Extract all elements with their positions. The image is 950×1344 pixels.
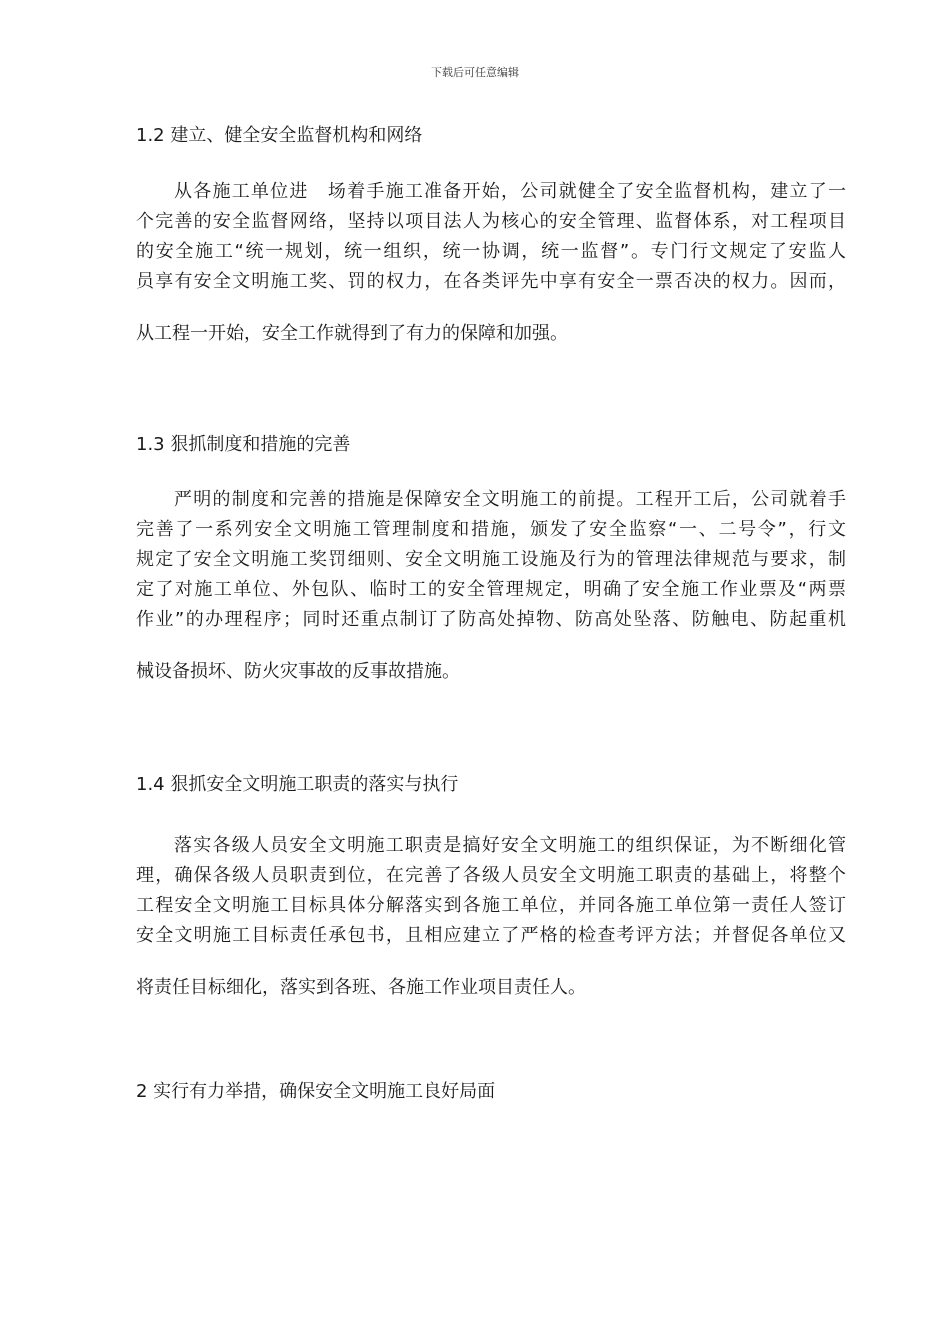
paragraph-line: 定了对施工单位、外包队、临时工的安全管理规定，明确了安全施工作业票及“两票 bbox=[136, 579, 846, 600]
paragraph-line: 械设备损坏、防火灾事故的反事故措施。 bbox=[136, 661, 460, 682]
paragraph-line: 理，确保各级人员职责到位，在完善了各级人员安全文明施工职责的基础上，将整个 bbox=[136, 865, 846, 886]
paragraph-line: 个完善的安全监督网络，坚持以项目法人为核心的安全管理、监督体系，对工程项目 bbox=[136, 211, 846, 232]
paragraph-line: 的安全施工“统一规划，统一组织，统一协调，统一监督”。专门行文规定了安监人 bbox=[136, 241, 846, 262]
section-1-4-paragraph bbox=[136, 835, 846, 999]
section-1-2-paragraph bbox=[136, 181, 846, 345]
paragraph-line: 规定了安全文明施工奖罚细则、安全文明施工设施及行为的管理法律规范与要求，制 bbox=[136, 549, 846, 570]
section-1-3-paragraph bbox=[136, 489, 846, 683]
paragraph-line: 完善了一系列安全文明施工管理制度和措施，颁发了安全监察“一、二号令”，行文 bbox=[136, 519, 846, 540]
paragraph-line: 工程安全文明施工目标具体分解落实到各施工单位，并同各施工单位第一责任人签订 bbox=[136, 895, 846, 916]
paragraph-line: 从各施工单位进 场着手施工准备开始，公司就健全了安全监督机构，建立了一 bbox=[174, 181, 846, 202]
section-heading-1-4: 1.4 狠抓安全文明施工职责的落实与执行 bbox=[136, 774, 459, 795]
paragraph-line: 从工程一开始，安全工作就得到了有力的保障和加强。 bbox=[136, 323, 568, 344]
paragraph-line: 安全文明施工目标责任承包书，且相应建立了严格的检查考评方法；并督促各单位又 bbox=[136, 925, 846, 946]
page-header-note: 下载后可任意编辑 bbox=[431, 66, 519, 79]
paragraph-line: 作业”的办理程序；同时还重点制订了防高处掉物、防高处坠落、防触电、防起重机 bbox=[136, 609, 846, 630]
paragraph-line: 将责任目标细化，落实到各班、各施工作业项目责任人。 bbox=[136, 977, 586, 998]
section-heading-1-3: 1.3 狠抓制度和措施的完善 bbox=[136, 434, 351, 455]
paragraph-line: 落实各级人员安全文明施工职责是搞好安全文明施工的组织保证，为不断细化管 bbox=[174, 835, 846, 856]
section-heading-1-2: 1.2 建立、健全安全监督机构和网络 bbox=[136, 125, 423, 146]
paragraph-line: 员享有安全文明施工奖、罚的权力，在各类评先中享有安全一票否决的权力。因而， bbox=[136, 271, 846, 292]
paragraph-line: 严明的制度和完善的措施是保障安全文明施工的前提。工程开工后，公司就着手 bbox=[174, 489, 846, 510]
section-heading-2: 2 实行有力举措，确保安全文明施工良好局面 bbox=[136, 1081, 496, 1102]
